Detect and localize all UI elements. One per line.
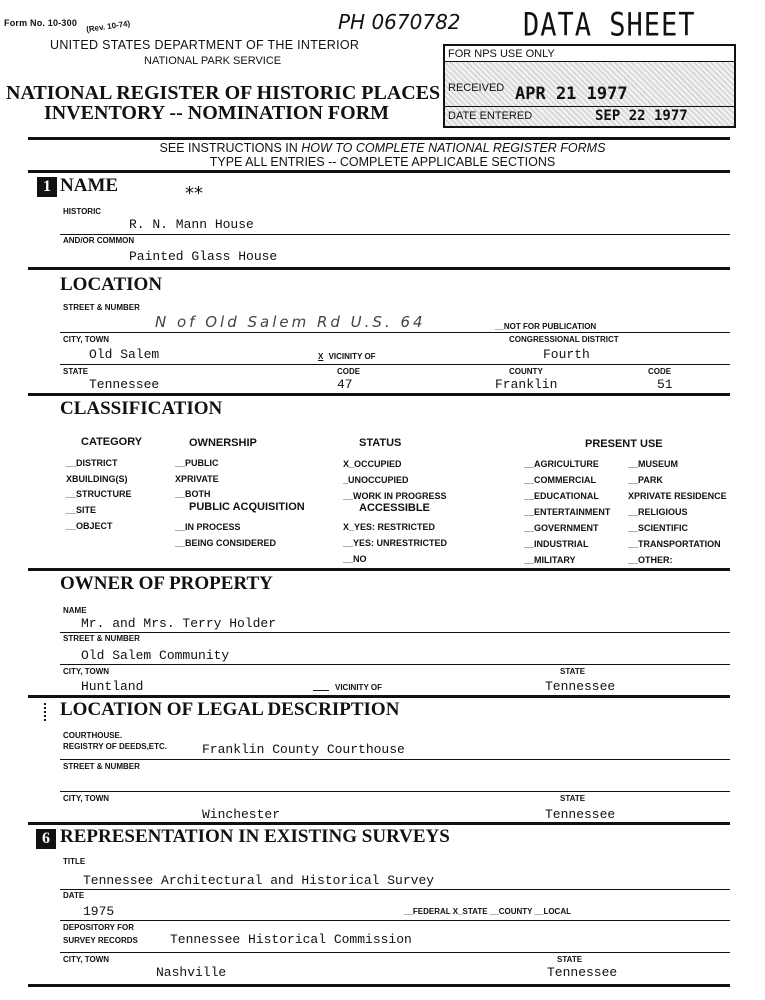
state-code-label: CODE [337, 367, 361, 376]
location-city-value: Old Salem [89, 347, 160, 362]
instructions-line1: SEE INSTRUCTIONS IN HOW TO COMPLETE NATIONAL REGISTER FORMS [159, 141, 606, 155]
use-museum: __MUSEUM [628, 459, 679, 469]
department-name: UNITED STATES DEPARTMENT OF THE INTERIOR [50, 38, 360, 52]
historic-label: HISTORIC [63, 207, 102, 216]
common-name-label: AND/OR COMMON [63, 236, 135, 245]
use-other: __OTHER: [628, 555, 673, 565]
location-city-label: CITY, TOWN [63, 335, 110, 344]
service-name: NATIONAL PARK SERVICE [144, 55, 282, 67]
owner-vicinity-label: VICINITY OF [335, 683, 382, 692]
category-site: __SITE [66, 505, 97, 516]
nps-use-box [443, 44, 736, 128]
depository-label-2: SURVEY RECORDS [63, 936, 138, 945]
owner-name-label: NAME [63, 606, 87, 615]
common-name-value: Painted Glass House [129, 249, 278, 264]
date-entered-label: DATE ENTERED [448, 110, 533, 122]
status-heading: STATUS [359, 437, 402, 449]
use-transportation: __TRANSPORTATION [628, 539, 721, 549]
legal-city-label: CITY, TOWN [63, 794, 110, 803]
header-rule [28, 137, 730, 140]
section-number-6: 6 [36, 829, 56, 849]
use-industrial: __INDUSTRIAL [524, 539, 589, 549]
ownership-private: XPRIVATE [175, 473, 219, 484]
location-state-value: Tennessee [89, 377, 160, 392]
category-district: __DISTRICT [66, 458, 118, 468]
use-park: __PARK [628, 475, 663, 485]
section-title-owner: OWNER OF PROPERTY [60, 573, 273, 594]
accessible-restricted: X_YES: RESTRICTED [343, 522, 436, 532]
accessible-heading: ACCESSIBLE [359, 502, 430, 514]
handwritten-id: PH 0670782 [338, 10, 461, 34]
survey-levels: __FEDERAL X_STATE __COUNTY __LOCAL [404, 907, 571, 916]
state-code-value: 47 [337, 377, 353, 392]
owner-street-label: STREET & NUMBER [63, 634, 140, 643]
ownership-public: __PUBLIC [175, 458, 219, 468]
owner-street-value: Old Salem Community [81, 648, 230, 663]
section-title-surveys: REPRESENTATION IN EXISTING SURVEYS [60, 826, 450, 847]
survey-title-value: Tennessee Architectural and Historical Survey [83, 873, 435, 888]
courthouse-label-2: REGISTRY OF DEEDS,ETC. [63, 742, 168, 751]
legal-street-label: STREET & NUMBER [63, 762, 140, 771]
status-list [343, 456, 447, 504]
owner-state-label: STATE [560, 667, 586, 676]
legal-state-label: STATE [560, 794, 586, 803]
location-state-label: STATE [63, 367, 89, 376]
use-military: __MILITARY [524, 555, 576, 565]
owner-city-label: CITY, TOWN [63, 667, 110, 676]
survey-date-value: 1975 [83, 904, 115, 919]
category-buildings: XBUILDING(S) [66, 473, 128, 484]
use-scientific: __SCIENTIFIC [628, 523, 689, 533]
accessible-unrestricted: __YES: UNRESTRICTED [343, 538, 448, 548]
survey-state-value: Tennessee [547, 965, 618, 980]
owner-vicinity-blank [313, 690, 329, 691]
data-sheet-stamp: DATA SHEET [523, 6, 696, 45]
use-commercial: __COMMERCIAL [524, 475, 597, 485]
use-government: __GOVERNMENT [524, 523, 599, 533]
use-private-residence: XPRIVATE RESIDENCE [628, 491, 727, 501]
ownership-both: __BOTH [175, 489, 211, 500]
county-code-value: 51 [657, 377, 673, 392]
public-acquisition-heading: PUBLIC ACQUISITION [189, 501, 305, 513]
use-religious: __RELIGIOUS [628, 507, 688, 517]
county-code-label: CODE [648, 367, 672, 376]
category-heading: CATEGORY [81, 436, 143, 448]
section-title-location: LOCATION [60, 274, 163, 295]
ownership-list [175, 456, 219, 503]
category-structure: __STRUCTURE [66, 489, 132, 500]
owner-state-value: Tennessee [545, 679, 616, 694]
owner-city-value: Huntland [81, 679, 144, 694]
location-street-label: STREET & NUMBER [63, 303, 140, 312]
owner-name-value: Mr. and Mrs. Terry Holder [81, 616, 277, 631]
accessible-no: __NO [343, 554, 367, 564]
acquisition-being-considered: __BEING CONSIDERED [175, 538, 277, 548]
form-title-line2: INVENTORY -- NOMINATION FORM [44, 102, 390, 124]
date-entered-value: SEP 22 1977 [595, 108, 688, 124]
courthouse-value: Franklin County Courthouse [202, 742, 405, 757]
ownership-heading: OWNERSHIP [189, 437, 257, 449]
survey-city-label: CITY, TOWN [63, 955, 110, 964]
survey-date-label: DATE [63, 891, 85, 900]
present-use-heading: PRESENT USE [585, 438, 663, 450]
present-use-list-a [524, 456, 610, 568]
legal-city-value: Winchester [202, 807, 281, 822]
survey-title-label: TITLE [63, 857, 86, 866]
present-use-list-b [628, 456, 727, 568]
use-educational: __EDUCATIONAL [524, 491, 599, 501]
instructions-line2: TYPE ALL ENTRIES -- COMPLETE APPLICABLE SECTIONS [209, 155, 556, 169]
status-unoccupied: _UNOCCUPIED [343, 475, 409, 485]
congressional-district-value: Fourth [543, 347, 590, 362]
form-revision: (Rev. 10-74) [85, 18, 131, 35]
not-for-publication: __NOT FOR PUBLICATION [495, 322, 597, 331]
section-title-legal: LOCATION OF LEGAL DESCRIPTION [60, 699, 400, 720]
status-work-in-progress: __WORK IN PROGRESS [343, 491, 447, 501]
county-label: COUNTY [509, 367, 543, 376]
form-number: Form No. 10-300 [4, 18, 78, 28]
section-title-name: NAME [60, 175, 119, 196]
accessible-list [343, 519, 447, 567]
depository-value: Tennessee Historical Commission [170, 932, 412, 947]
handwritten-asterisks: ** [185, 183, 203, 204]
use-agriculture: __AGRICULTURE [524, 459, 599, 469]
received-label: RECEIVED [448, 82, 505, 94]
depository-label-1: DEPOSITORY FOR [63, 923, 134, 932]
section-number-1: 1 [37, 177, 57, 197]
nps-use-label: FOR NPS USE ONLY [448, 48, 555, 60]
survey-city-value: Nashville [156, 965, 227, 980]
county-value: Franklin [495, 377, 558, 392]
congressional-district-label: CONGRESSIONAL DISTRICT [509, 335, 619, 344]
historic-name-value: R. N. Mann House [129, 217, 254, 232]
location-street-value: N of Old Salem Rd U.S. 64 [155, 313, 426, 331]
category-object: __OBJECT [66, 520, 113, 531]
acquisition-in-process: __IN PROCESS [175, 522, 241, 532]
courthouse-label-1: COURTHOUSE. [63, 731, 123, 740]
received-date: APR 21 1977 [515, 84, 628, 104]
acquisition-list [175, 519, 276, 551]
instructions-rule [28, 170, 730, 173]
legal-state-value: Tennessee [545, 807, 616, 822]
vicinity-checkbox: X VICINITY OF [318, 352, 376, 361]
survey-state-label: STATE [557, 955, 583, 964]
margin-mark [44, 703, 47, 721]
category-list [66, 456, 132, 535]
use-entertainment: __ENTERTAINMENT [524, 507, 611, 517]
section-title-classification: CLASSIFICATION [60, 398, 223, 419]
status-occupied: X_OCCUPIED [343, 459, 402, 469]
form-title-line1: NATIONAL REGISTER OF HISTORIC PLACES [6, 82, 441, 104]
